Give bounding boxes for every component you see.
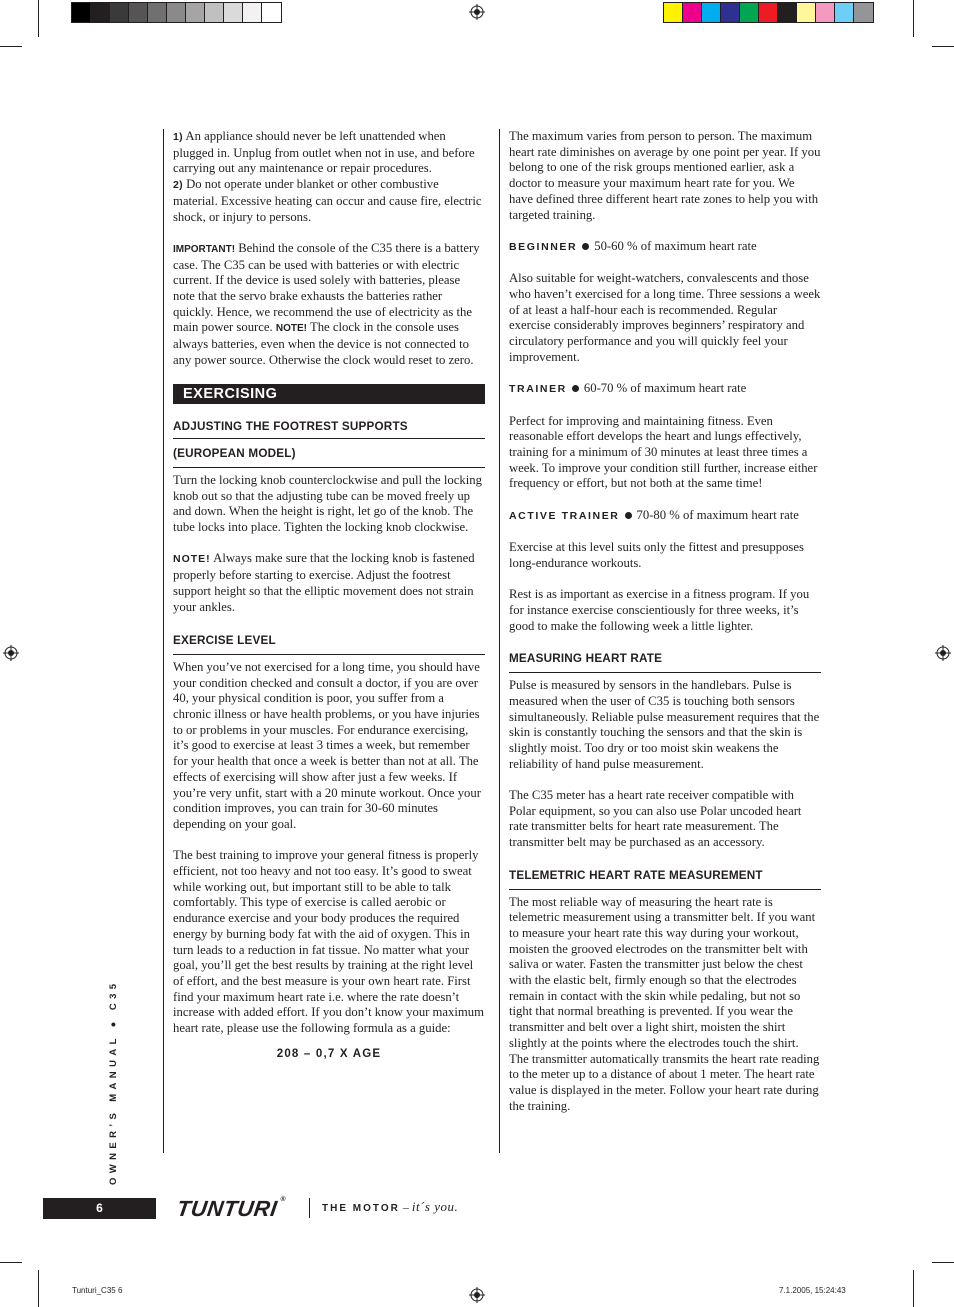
color-swatch: [205, 3, 224, 22]
bullet-icon: [572, 385, 579, 392]
color-swatch: [778, 3, 797, 22]
color-swatch: [110, 3, 129, 22]
crop-mark: [932, 46, 954, 47]
zone-active-trainer: ACTIVE TRAINER 70-80 % of maximum heart rate: [509, 507, 799, 522]
color-swatch: [148, 3, 167, 22]
section-title-exercising: EXERCISING: [173, 384, 485, 404]
gray-color-bar: [71, 2, 282, 23]
color-swatch: [91, 3, 110, 22]
zone-beginner: BEGINNER 50-60 % of maximum heart rate: [509, 238, 757, 253]
color-swatch: [740, 3, 759, 22]
beginner-text: Also suitable for weight-watchers, convalescents and those who haven’t exercised for a long time. Three sessions a week of at least a half-hour each is recommended. Regular exercise considerably improves beginners’ respiratory and circulatory performance and you will quickly feel your improvement.: [509, 271, 821, 364]
crop-mark: [913, 1270, 914, 1307]
color-swatch: [186, 3, 205, 22]
heading-exercise-level: EXERCISE LEVEL: [173, 633, 485, 655]
warning-2: 2) Do not operate under blanket or other combustive material. Excessive heating can occur and cause fire, electric shock, or injury to persons.: [173, 177, 482, 224]
color-swatch: [759, 3, 778, 22]
registration-mark-icon: [469, 1287, 485, 1303]
page-number: 6: [43, 1198, 156, 1219]
color-swatch: [664, 3, 683, 22]
color-swatch: [854, 3, 873, 22]
color-swatch: [797, 3, 816, 22]
warning-1: 1) An appliance should never be left unattended when plugged in. Unplug from outlet when not in use, and before carrying out any maintenance or repair procedures.: [173, 129, 475, 176]
bullet-icon: [625, 512, 632, 519]
registration-mark-icon: [3, 645, 19, 661]
max-heart-rate-formula: 208 – 0,7 X AGE: [276, 1047, 382, 1060]
measuring-paragraph-1: Pulse is measured by sensors in the handlebars. Pulse is measured when the user of C35 is touching both sensors simultaneously. Reliable pulse measurement requires that the skin is constantly touching the sensors and that the skin is slightly moist. Too dry or too moist skin weakens the reliability of hand pulse measurement.: [509, 678, 820, 771]
heading-european-model: (EUROPEAN MODEL): [173, 446, 485, 468]
crop-mark: [0, 46, 22, 47]
slug-file-name: Tunturi_C35 6: [72, 1286, 123, 1295]
owners-manual-side-label: OWNER’S MANUAL ● C35: [108, 979, 119, 1185]
footrest-text: Turn the locking knob counterclockwise and pull the locking knob out so that the adjusting tube can be moved freely up and down. When the height is right, let go of the knob. The tube locks into place. Tighten the locking knob clockwise.: [173, 472, 482, 535]
color-swatch: [243, 3, 262, 22]
exercise-level-paragraph-2: The best training to improve your general fitness is properly efficient, not too heavy and not too easy. It’s good to sweat while working out, but important still to be able to talk comfortably. This type of exercise is called aerobic or endurance exercise and your body produces the required energy by burning body fat with the aid of oxygen. This in turn leads to a reduction in fat tissue. No matter what your goal, you’ll get the best results by training at the right level of effort, and the best measure is your own heart rate. First find your maximum heart rate i.e. where the rate doesn’t increase with added effort. If you don’t know your maximum heart rate, please use the following formula as a guide:: [173, 848, 485, 1036]
process-color-bar: [663, 2, 874, 23]
telemetric-text: The most reliable way of measuring the heart rate is telemetric measurement using a transmitter belt. If you want to measure your heart rate this way during your workout, moisten the grooved electrodes on the transmitter belt with saliva or water. Fasten the transmitter just below the chest with the elastic belt, firmly enough so that the electrodes remain in contact with the skin while pedaling, but not so tight that normal breathing is prevented. If you wear the transmitter and belt over a light shirt, moisten the shirt slightly at the points where the electrodes touch the shirt. The transmitter automatically transmits the heart rate reading to the meter up to a distance of about 1 meter. The heart rate value is displayed in the meter. Follow your heart rate during the training.: [509, 894, 820, 1113]
left-column: [173, 129, 485, 1063]
column-rule: [163, 129, 164, 1153]
trainer-text: Perfect for improving and maintaining fitness. Even reasonable effort develops the heart and lungs effectively, training for a minimum of 30 minutes at least three times a week. To improve your condition still further, increase either frequency or effort, but not both at the same time!: [509, 413, 818, 491]
color-swatch: [224, 3, 243, 22]
active-text-2: Rest is as important as exercise in a fitness program. If you for instance exercise conscientiously for three weeks, it’s good to make the following week a little lighter.: [509, 587, 810, 633]
color-swatch: [262, 3, 281, 22]
important-note: IMPORTANT! Behind the console of the C35 there is a battery case. The C35 can be used with batteries or with electric current. If the device is used solely with batteries, please note that the servo brake exhausts the batteries rather quickly. Hence, we recommend the use of electricity as the main power source. NOTE! The clock in the console uses always batteries, even when the device is not connected to any power source. Otherwise the clock would reset to zero.: [173, 240, 480, 367]
registration-mark-icon: [935, 645, 951, 661]
tagline: THE MOTOR – it´s you.: [322, 1199, 459, 1214]
tunturi-logo: TUNTURI®: [175, 1196, 287, 1221]
color-swatch: [702, 3, 721, 22]
crop-mark: [913, 0, 914, 37]
color-swatch: [167, 3, 186, 22]
exercise-level-paragraph-1: When you’ve not exercised for a long time, you should have your condition checked and consult a doctor, if you are over 40, your physical condition is poor, you suffer from a chronic illness or have health problems, or you have injuries to or problems in your muscles. For endurance exercising, it’s good to exercise at least 3 times a week, but remember for your health that once a week is better than not at all. The effects of exercising will show after just a few weeks. If you’re very unfit, start with a 20 minute workout. Once your condition improves, you can train for 30-60 minutes depending on your goal.: [173, 659, 481, 831]
slug-timestamp: 7.1.2005, 15:24:43: [779, 1286, 846, 1295]
color-swatch: [72, 3, 91, 22]
right-column: [509, 129, 821, 1114]
measuring-paragraph-2: The C35 meter has a heart rate receiver compatible with Polar equipment, so you can also use Polar uncoded heart rate transmitter belts for heart rate measurement. The transmitter belt may be purchased as an accessory.: [509, 788, 802, 850]
crop-mark: [932, 1262, 954, 1263]
crop-mark: [38, 1270, 39, 1307]
color-swatch: [835, 3, 854, 22]
color-swatch: [683, 3, 702, 22]
color-swatch: [816, 3, 835, 22]
max-heart-rate-intro: The maximum varies from person to person. The maximum heart rate diminishes on average by one point per year. If you belong to one of the risk groups mentioned earlier, ask a doctor to measure your maximum heart rate for you. We have defined three different heart rate zones to help you with targeted training.: [509, 129, 821, 222]
heading-measuring-heart-rate: MEASURING HEART RATE: [509, 651, 821, 673]
crop-mark: [38, 0, 39, 37]
bullet-icon: [582, 243, 589, 250]
registration-mark-icon: [469, 4, 485, 20]
footrest-note: NOTE! Always make sure that the locking knob is fastened properly before starting to exercise. Adjust the footrest support height so that the elliptic movement does not strain your ankles.: [173, 551, 475, 614]
active-text-1: Exercise at this level suits only the fittest and presupposes long-endurance workouts.: [509, 540, 804, 570]
color-swatch: [129, 3, 148, 22]
heading-footrest: ADJUSTING THE FOOTREST SUPPORTS: [173, 419, 485, 440]
crop-mark: [0, 1262, 22, 1263]
zone-trainer: TRAINER 60-70 % of maximum heart rate: [509, 381, 747, 396]
footer-separator: [309, 1198, 310, 1218]
heading-telemetric: TELEMETRIC HEART RATE MEASUREMENT: [509, 868, 821, 890]
column-rule: [499, 129, 500, 1153]
color-swatch: [721, 3, 740, 22]
